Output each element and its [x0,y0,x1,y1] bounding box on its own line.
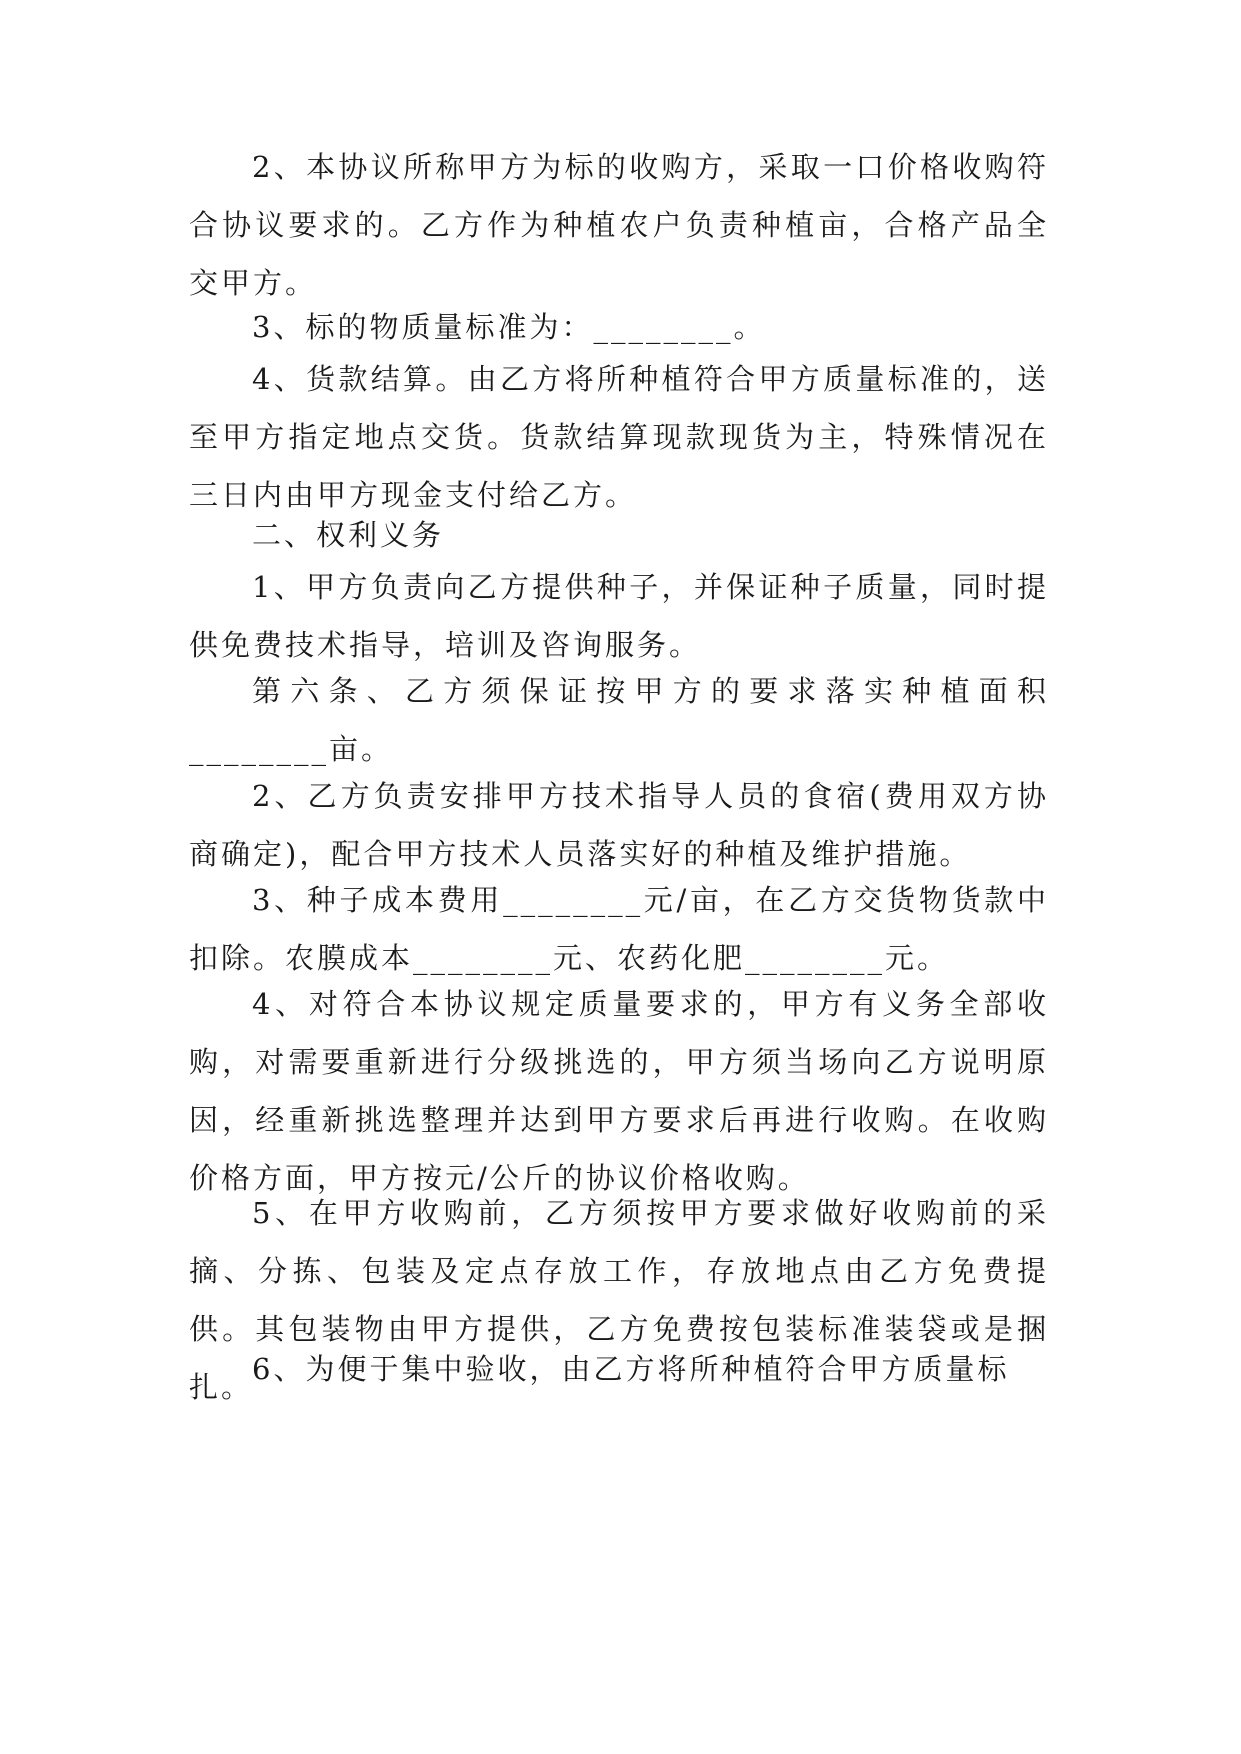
article-6-planting-area: 第六条、乙方须保证按甲方的要求落实种植面积________亩。 [189,674,1049,766]
rights-clause-4: 4、对符合本协议规定质量要求的，甲方有义务全部收购，对需要重新进行分级挑选的，甲方须当场向乙方说明原因，经重新挑选整理并达到甲方要求后再进行收购。在收购价格方面，甲方按元/公斤的协议价格收购。 [189,987,1049,1195]
rights-clause-6: 6、为便于集中验收，由乙方将所种植符合甲方质量标 [252,1352,1010,1386]
rights-clause-1: 1、甲方负责向乙方提供种子，并保证种子质量，同时提供免费技术指导，培训及咨询服务。 [189,570,1049,662]
rights-clause-2: 2、乙方负责安排甲方技术指导人员的食宿(费用双方协商确定)，配合甲方技术人员落实好的种植及维护措施。 [189,779,1049,871]
rights-clause-3: 3、种子成本费用________元/亩，在乙方交货物货款中扣除。农膜成本________元、农药化肥________元。 [189,883,1049,975]
rights-clause-5: 5、在甲方收购前，乙方须按甲方要求做好收购前的采摘、分拣、包装及定点存放工作，存放地点由乙方免费提供。其包装物由甲方提供，乙方免费按包装标准装袋或是捆扎。 [189,1196,1049,1404]
section-heading-rights-obligations: 二、权利义务 [252,518,445,552]
clause-2-purchase: 2、本协议所称甲方为标的收购方，采取一口价格收购符合协议要求的。乙方作为种植农户负责种植亩，合格产品全交甲方。 [189,150,1049,300]
clause-4-payment: 4、货款结算。由乙方将所种植符合甲方质量标准的，送至甲方指定地点交货。货款结算现款现货为主，特殊情况在三日内由甲方现金支付给乙方。 [189,362,1049,512]
clause-3-quality-standard: 3、标的物质量标准为：________。 [252,310,766,344]
